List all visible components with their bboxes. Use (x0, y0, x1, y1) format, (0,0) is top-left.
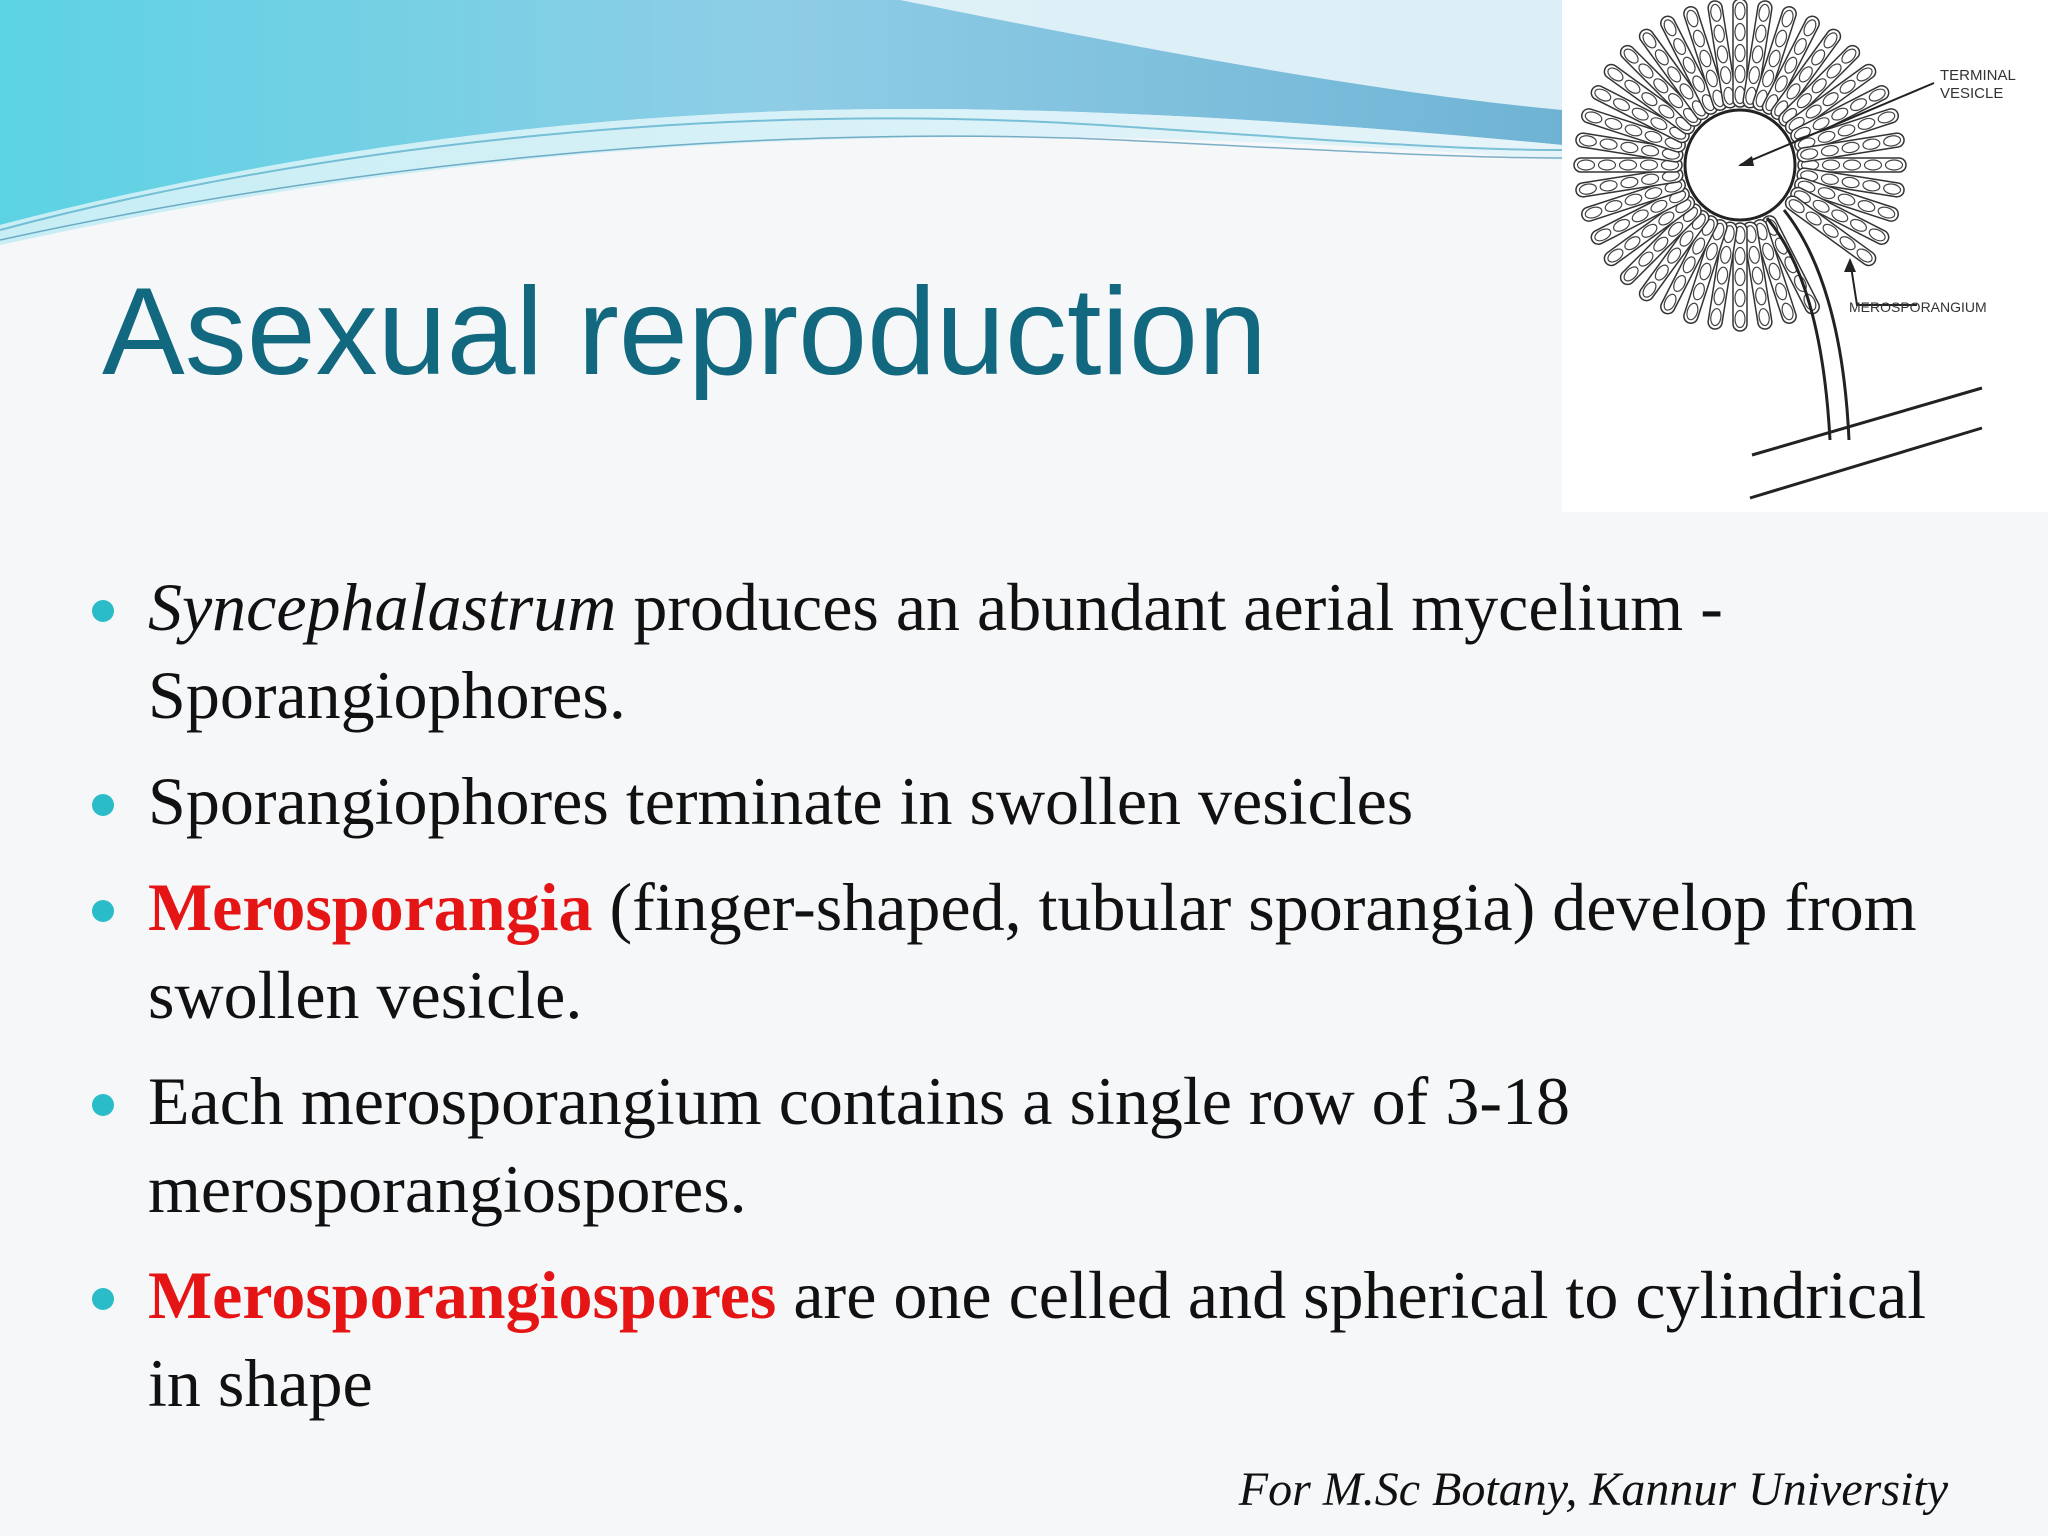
merosporangiospore (1735, 311, 1745, 328)
bullet-item (90, 863, 1950, 1039)
bullet-text: Sporangiophores terminate in swollen vesicles (148, 763, 1414, 839)
merosporangiospore (1865, 160, 1882, 170)
bullet-item (90, 1057, 1950, 1233)
bullet-text: (finger-shaped, tubular sporangia) develop from swollen vesicle. (148, 869, 1917, 1033)
sporangiophore-illustration (1562, 0, 2048, 512)
merosporangiospore (1844, 160, 1861, 170)
merosporangium-label: MEROSPORANGIUM (1849, 299, 1987, 315)
merosporangiospore (1735, 290, 1745, 307)
merosporangiospore (1735, 269, 1745, 286)
bullet-text: are one celled and spherical to cylindrical in shape (148, 1257, 1927, 1421)
merosporangiospore (1735, 3, 1745, 20)
merosporangiospore (1735, 66, 1745, 83)
bullet-dot-icon (92, 900, 114, 922)
merosporangiospore (1578, 160, 1595, 170)
terminal-vesicle-label-line2: VESICLE (1940, 85, 2004, 102)
bullet-item (90, 757, 1950, 845)
merosporangiospore (1599, 160, 1616, 170)
highlighted-term: Merosporangia (148, 869, 593, 945)
bullet-dot-icon (92, 1288, 114, 1310)
merosporangiospore (1620, 160, 1637, 170)
bullet-dot-icon (92, 600, 114, 622)
bullet-item (90, 563, 1950, 739)
merosporangiospore (1641, 160, 1658, 170)
merosporangiospore (1735, 45, 1745, 62)
merosporangium-pointer-arrow (1844, 258, 1856, 272)
merosporangiospore (1735, 24, 1745, 41)
slide-title: Asexual reproduction (102, 263, 1267, 401)
hypha (1750, 388, 1982, 498)
genus-name: Syncephalastrum (148, 569, 617, 645)
merosporangiospore (1886, 160, 1903, 170)
merosporangiospore (1823, 160, 1840, 170)
bullet-list (90, 563, 1950, 1445)
bullet-text: produces an abundant aerial mycelium - Sporangiophores. (148, 569, 1723, 733)
bullet-dot-icon (92, 794, 114, 816)
merosporangiospore (1735, 248, 1745, 265)
bullet-item (90, 1251, 1950, 1427)
terminal-vesicle-label-line1: TERMINAL (1940, 67, 2016, 84)
bullet-dot-icon (92, 1094, 114, 1116)
footer-credit: For M.Sc Botany, Kannur University (1238, 1463, 1948, 1516)
highlighted-term: Merosporangiospores (148, 1257, 777, 1333)
bullet-text: Each merosporangium contains a single row of 3-18 merosporangiospores. (148, 1063, 1570, 1227)
merosporangium-diagram (1562, 0, 2048, 512)
